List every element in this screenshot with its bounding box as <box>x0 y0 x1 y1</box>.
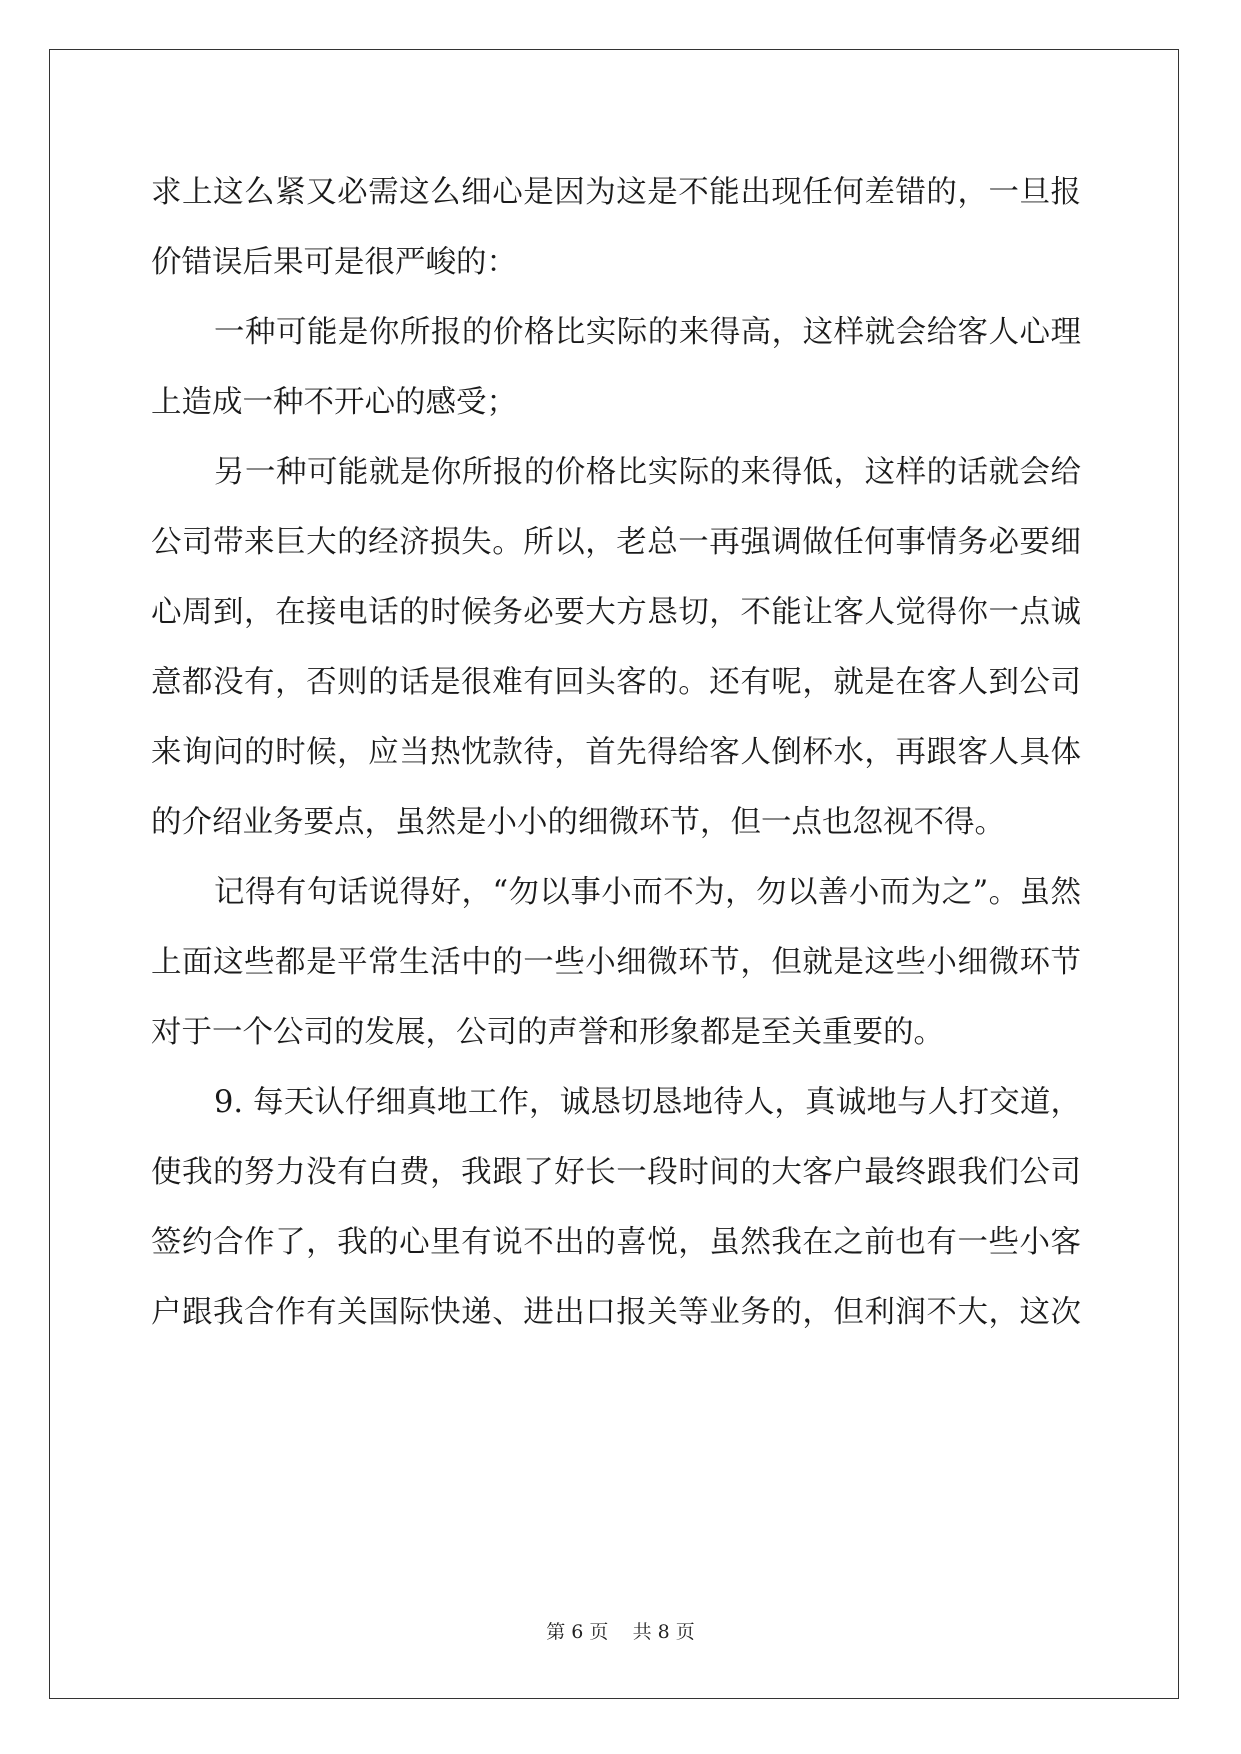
text-line: 9. 每天认仔细真地工作，诚恳切恳地待人，真诚地与人打交道， <box>214 1085 1081 1120</box>
text-line: 意都没有，否则的话是很难有回头客的。还有呢，就是在客人到公司 <box>151 665 1081 700</box>
document-body <box>151 163 1081 1353</box>
text-line: 价错误后果可是很严峻的： <box>151 245 517 280</box>
text-line: 户跟我合作有关国际快递、进出口报关等业务的，但利润不大，这次 <box>151 1295 1081 1330</box>
text-line: 公司带来巨大的经济损失。所以，老总一再强调做任何事情务必要细 <box>151 525 1081 560</box>
text-line: 记得有句话说得好，“勿以事小而不为，勿以善小而为之”。虽然 <box>214 875 1081 910</box>
text-line: 上面这些都是平常生活中的一些小细微环节，但就是这些小细微环节 <box>151 945 1081 980</box>
text-line: 一种可能是你所报的价格比实际的来得高，这样就会给客人心理 <box>214 315 1081 350</box>
text-line: 的介绍业务要点，虽然是小小的细微环节，但一点也忽视不得。 <box>151 805 1005 840</box>
text-line: 使我的努力没有白费，我跟了好长一段时间的大客户最终跟我们公司 <box>151 1155 1081 1190</box>
text-line: 对于一个公司的发展，公司的声誉和形象都是至关重要的。 <box>151 1015 944 1050</box>
text-line: 来询问的时候，应当热忱款待，首先得给客人倒杯水，再跟客人具体 <box>151 735 1081 770</box>
text-line: 另一种可能就是你所报的价格比实际的来得低，这样的话就会给 <box>214 455 1081 490</box>
text-line: 心周到，在接电话的时候务必要大方恳切，不能让客人觉得你一点诚 <box>151 595 1081 630</box>
page-number-footer: 第 6 页 共 8 页 <box>546 1621 695 1643</box>
text-line: 上造成一种不开心的感受； <box>151 385 517 420</box>
text-line: 签约合作了，我的心里有说不出的喜悦，虽然我在之前也有一些小客 <box>151 1225 1081 1260</box>
text-line: 求上这么紧又必需这么细心是因为这是不能出现任何差错的，一旦报 <box>151 175 1081 210</box>
